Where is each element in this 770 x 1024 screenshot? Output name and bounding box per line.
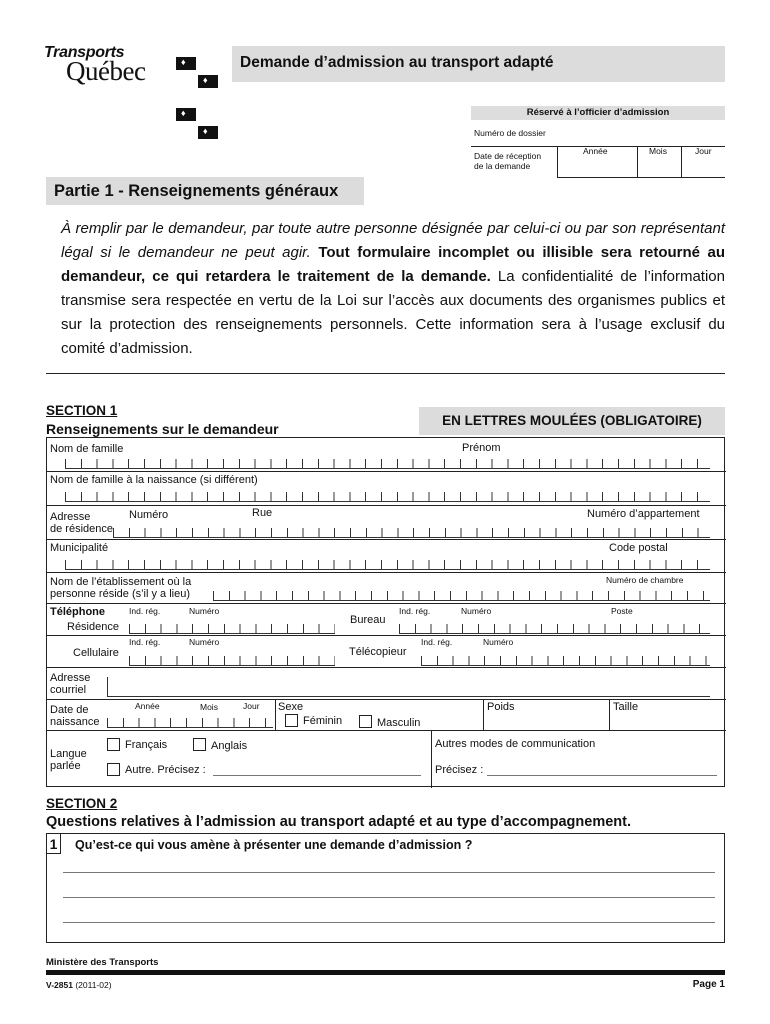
height-label: Taille bbox=[613, 701, 639, 713]
question-text: Qu’est-ce qui vous amène à présenter une demande d’admission ? bbox=[75, 838, 473, 852]
first-name-label: Prénom bbox=[462, 442, 501, 454]
intro-paragraph bbox=[61, 217, 725, 361]
female-checkbox[interactable] bbox=[285, 714, 298, 727]
french-label: Français bbox=[125, 739, 168, 751]
sex-label: Sexe bbox=[278, 701, 304, 713]
reserved-day: Jour bbox=[695, 146, 712, 156]
language-label-2: parlée bbox=[50, 760, 81, 772]
form-title: Demande d’admission au transport adapté bbox=[232, 46, 725, 82]
caps-notice: EN LETTRES MOULÉES (OBLIGATOIRE) bbox=[419, 407, 725, 435]
intro-normal: La confidentialité de l’information transmise sera respectée en vertu de la Loi sur l’accès aux documents des organismes publics et sur la protection des renseignements personnels. Cette information sera à l’usage exclusif du comité d’admission. bbox=[61, 268, 725, 357]
ministry-label: Ministère des Transports bbox=[46, 957, 159, 968]
other-language-checkbox[interactable] bbox=[107, 763, 120, 776]
fax-input[interactable] bbox=[421, 656, 710, 666]
reserved-month: Mois bbox=[649, 146, 667, 156]
female-label: Féminin bbox=[303, 715, 343, 727]
last-name-label: Nom de famille bbox=[50, 443, 124, 455]
form-version: (2011-02) bbox=[75, 980, 112, 990]
english-label: Anglais bbox=[211, 740, 248, 752]
french-checkbox[interactable] bbox=[107, 738, 120, 751]
residence-area-label: Ind. rég. bbox=[129, 606, 161, 616]
municipality-label: Municipalité bbox=[50, 542, 109, 554]
birth-name-label: Nom de famille à la naissance (si différent) bbox=[50, 474, 258, 486]
male-label: Masculin bbox=[377, 717, 421, 729]
section2-subtitle: Questions relatives à l’admission au transport adapté et au type d’accompagnement. bbox=[46, 814, 631, 830]
question-number: 1 bbox=[47, 834, 61, 854]
last-name-input[interactable] bbox=[65, 459, 710, 469]
other-language-label: Autre. Précisez : bbox=[125, 764, 206, 776]
phone-label: Téléphone bbox=[50, 606, 106, 618]
street-number-label: Numéro bbox=[129, 509, 169, 521]
part1-title: Partie 1 - Renseignements généraux bbox=[46, 177, 364, 205]
logo-line2: Québec bbox=[66, 56, 146, 86]
section1-heading: SECTION 1 bbox=[46, 403, 118, 418]
extension-label: Poste bbox=[611, 606, 633, 616]
birth-day-label: Jour bbox=[243, 701, 260, 711]
answer-line-3[interactable] bbox=[63, 922, 715, 923]
other-language-input[interactable] bbox=[213, 775, 421, 776]
office-phone-input[interactable] bbox=[399, 624, 710, 634]
establishment-input[interactable] bbox=[213, 591, 710, 601]
quebec-flag-icon bbox=[176, 57, 220, 87]
residence-number-label: Numéro bbox=[189, 606, 220, 616]
establishment-label-1: Nom de l’établissement où la bbox=[50, 576, 192, 588]
postal-code-label: Code postal bbox=[609, 542, 668, 554]
section1-subtitle: Renseignements sur le demandeur bbox=[46, 421, 279, 437]
other-comm-label: Autres modes de communication bbox=[435, 738, 596, 750]
birth-label-2: naissance bbox=[50, 716, 100, 728]
other-comm-input[interactable] bbox=[487, 775, 717, 776]
reserved-year: Année bbox=[583, 146, 608, 156]
office-label: Bureau bbox=[350, 614, 386, 626]
email-label-2: courriel bbox=[50, 684, 87, 696]
birth-name-input[interactable] bbox=[65, 492, 710, 502]
office-area-label: Ind. rég. bbox=[399, 606, 431, 616]
file-number-label: Numéro de dossier bbox=[474, 128, 546, 138]
form-code-number: V-2851 bbox=[46, 980, 73, 990]
birth-month-label: Mois bbox=[200, 702, 218, 712]
fax-label: Télécopieur bbox=[349, 646, 407, 658]
birth-year-label: Année bbox=[135, 701, 160, 711]
reception-label-1: Date de réception bbox=[474, 151, 542, 161]
address-input[interactable] bbox=[113, 528, 710, 538]
residence-label: Résidence bbox=[67, 621, 119, 633]
answer-line-2[interactable] bbox=[63, 897, 715, 898]
specify-label: Précisez : bbox=[435, 764, 484, 776]
cell-number-label: Numéro bbox=[189, 637, 220, 647]
birth-date-input[interactable] bbox=[107, 718, 273, 728]
logo-line1: Transports bbox=[44, 44, 125, 61]
intro-italic: À remplir par le demandeur, par toute autre personne désignée par celui-ci ou par son représentant légal si le demandeur ne peut agir. bbox=[61, 220, 725, 261]
reception-label-2: de la demande bbox=[474, 161, 531, 171]
fax-area-label: Ind. rég. bbox=[421, 637, 453, 647]
section1-form bbox=[46, 437, 725, 787]
address-label-1: Adresse bbox=[50, 511, 91, 523]
weight-label: Poids bbox=[487, 701, 515, 713]
cell-label: Cellulaire bbox=[73, 647, 119, 659]
room-number-label: Numéro de chambre bbox=[606, 575, 684, 585]
answer-line-1[interactable] bbox=[63, 872, 715, 873]
page-number: Page 1 bbox=[692, 979, 725, 990]
fax-number-label: Numéro bbox=[483, 637, 514, 647]
language-label-1: Langue bbox=[50, 748, 87, 760]
email-input[interactable] bbox=[107, 677, 710, 697]
apartment-label: Numéro d’appartement bbox=[587, 508, 700, 520]
establishment-label-2: personne réside (s’il y a lieu) bbox=[50, 588, 191, 600]
logo bbox=[44, 44, 224, 90]
footer-rule bbox=[46, 970, 725, 975]
form-code bbox=[46, 980, 112, 990]
reserved-box bbox=[471, 106, 725, 178]
address-label-2: de résidence bbox=[50, 523, 113, 535]
male-checkbox[interactable] bbox=[359, 715, 372, 728]
email-label-1: Adresse bbox=[50, 672, 91, 684]
birth-label-1: Date de bbox=[50, 704, 89, 716]
cell-phone-input[interactable] bbox=[129, 656, 335, 666]
reserved-heading: Réservé à l’officier d’admission bbox=[471, 106, 725, 120]
street-label: Rue bbox=[252, 507, 273, 519]
intro-bold: Tout formulaire incomplet ou illisible sera retourné au demandeur, ce qui retardera le traitement de la demande. bbox=[61, 244, 726, 285]
office-number-label: Numéro bbox=[461, 606, 492, 616]
question-box bbox=[46, 833, 725, 943]
residence-phone-input[interactable] bbox=[129, 624, 335, 634]
english-checkbox[interactable] bbox=[193, 738, 206, 751]
section2-heading: SECTION 2 bbox=[46, 796, 118, 811]
municipality-input[interactable] bbox=[65, 560, 710, 570]
cell-area-label: Ind. rég. bbox=[129, 637, 161, 647]
